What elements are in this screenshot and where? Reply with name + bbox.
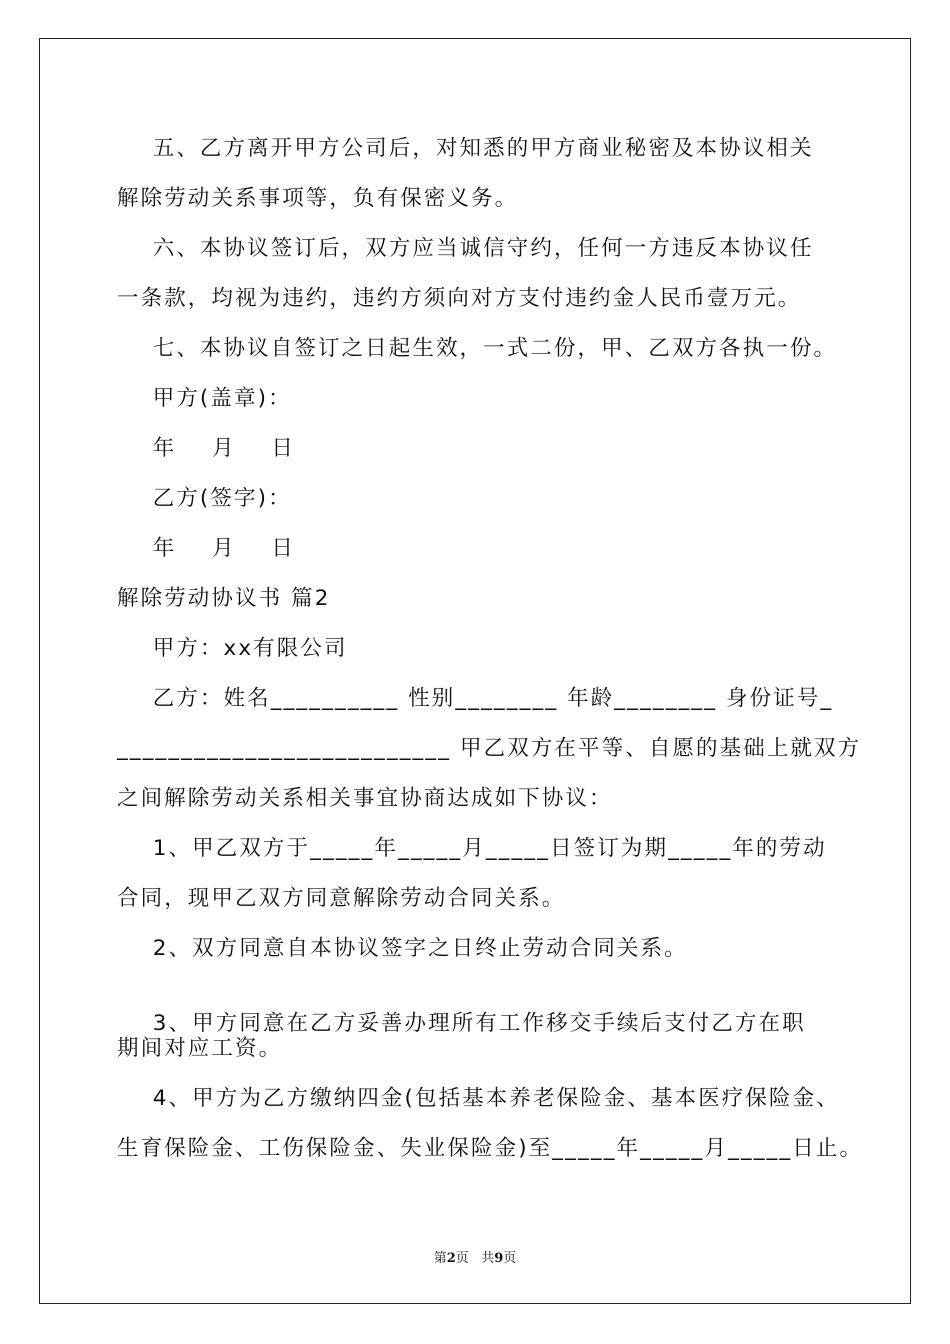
paragraph-line: 1、甲乙双方于_____年_____月_____日签订为期_____年的劳动 (117, 836, 827, 861)
page-border (39, 38, 911, 1304)
paragraph-line: 合同，现甲乙双方同意解除劳动合同关系。 (117, 886, 566, 911)
party-b-signature: 乙方(签字)： (117, 486, 292, 511)
paragraph-line: 一条款，均视为违约，违约方须向对方支付违约金人民币壹万元。 (117, 286, 802, 311)
page-footer (0, 1247, 950, 1266)
total-pages: 9 (494, 1251, 504, 1266)
page-number: 2 (446, 1251, 456, 1266)
paragraph-line: 4、甲方为乙方缴纳四金(包括基本养老保险金、基本医疗保险金、 (117, 1086, 840, 1111)
total-prefix: 共 (481, 1251, 495, 1266)
page-suffix: 页 (455, 1251, 469, 1266)
date-line: 年 月 日 (117, 436, 296, 461)
paragraph-line: 六、本协议签订后，双方应当诚信守约，任何一方违反本协议任 (117, 236, 814, 261)
paragraph-line: 期间对应工资。 (117, 1036, 283, 1061)
party-a-line: 甲方：xx有限公司 (117, 636, 348, 661)
paragraph-line: 之间解除劳动关系相关事宜协商达成如下协议： (117, 786, 613, 811)
party-a-seal: 甲方(盖章)： (117, 386, 292, 411)
paragraph-line: 五、乙方离开甲方公司后，对知悉的甲方商业秘密及本协议相关 (117, 136, 814, 161)
paragraph-line: 2、双方同意自本协议签字之日终止劳动合同关系。 (117, 936, 688, 961)
page-prefix: 第 (433, 1251, 447, 1266)
paragraph-line: 生育保险金、工伤保险金、失业保险金)至_____年_____月_____日止。 (117, 1136, 864, 1161)
paragraph-line: __________________________ 甲乙双方在平等、自愿的基础上就双方 (117, 736, 862, 761)
paragraph-line: 3、甲方同意在乙方妥善办理所有工作移交手续后支付乙方在职 (117, 1011, 806, 1036)
section-title: 解除劳动协议书 篇2 (117, 586, 331, 611)
paragraph-line: 七、本协议自签订之日起生效，一式二份，甲、乙双方各执一份。 (117, 336, 838, 361)
date-line: 年 月 日 (117, 536, 296, 561)
party-b-line: 乙方：姓名__________ 性别________ 年龄________ 身份证号_ (117, 686, 834, 711)
total-suffix: 页 (503, 1251, 517, 1266)
paragraph-line: 解除劳动关系事项等，负有保密义务。 (117, 186, 519, 211)
